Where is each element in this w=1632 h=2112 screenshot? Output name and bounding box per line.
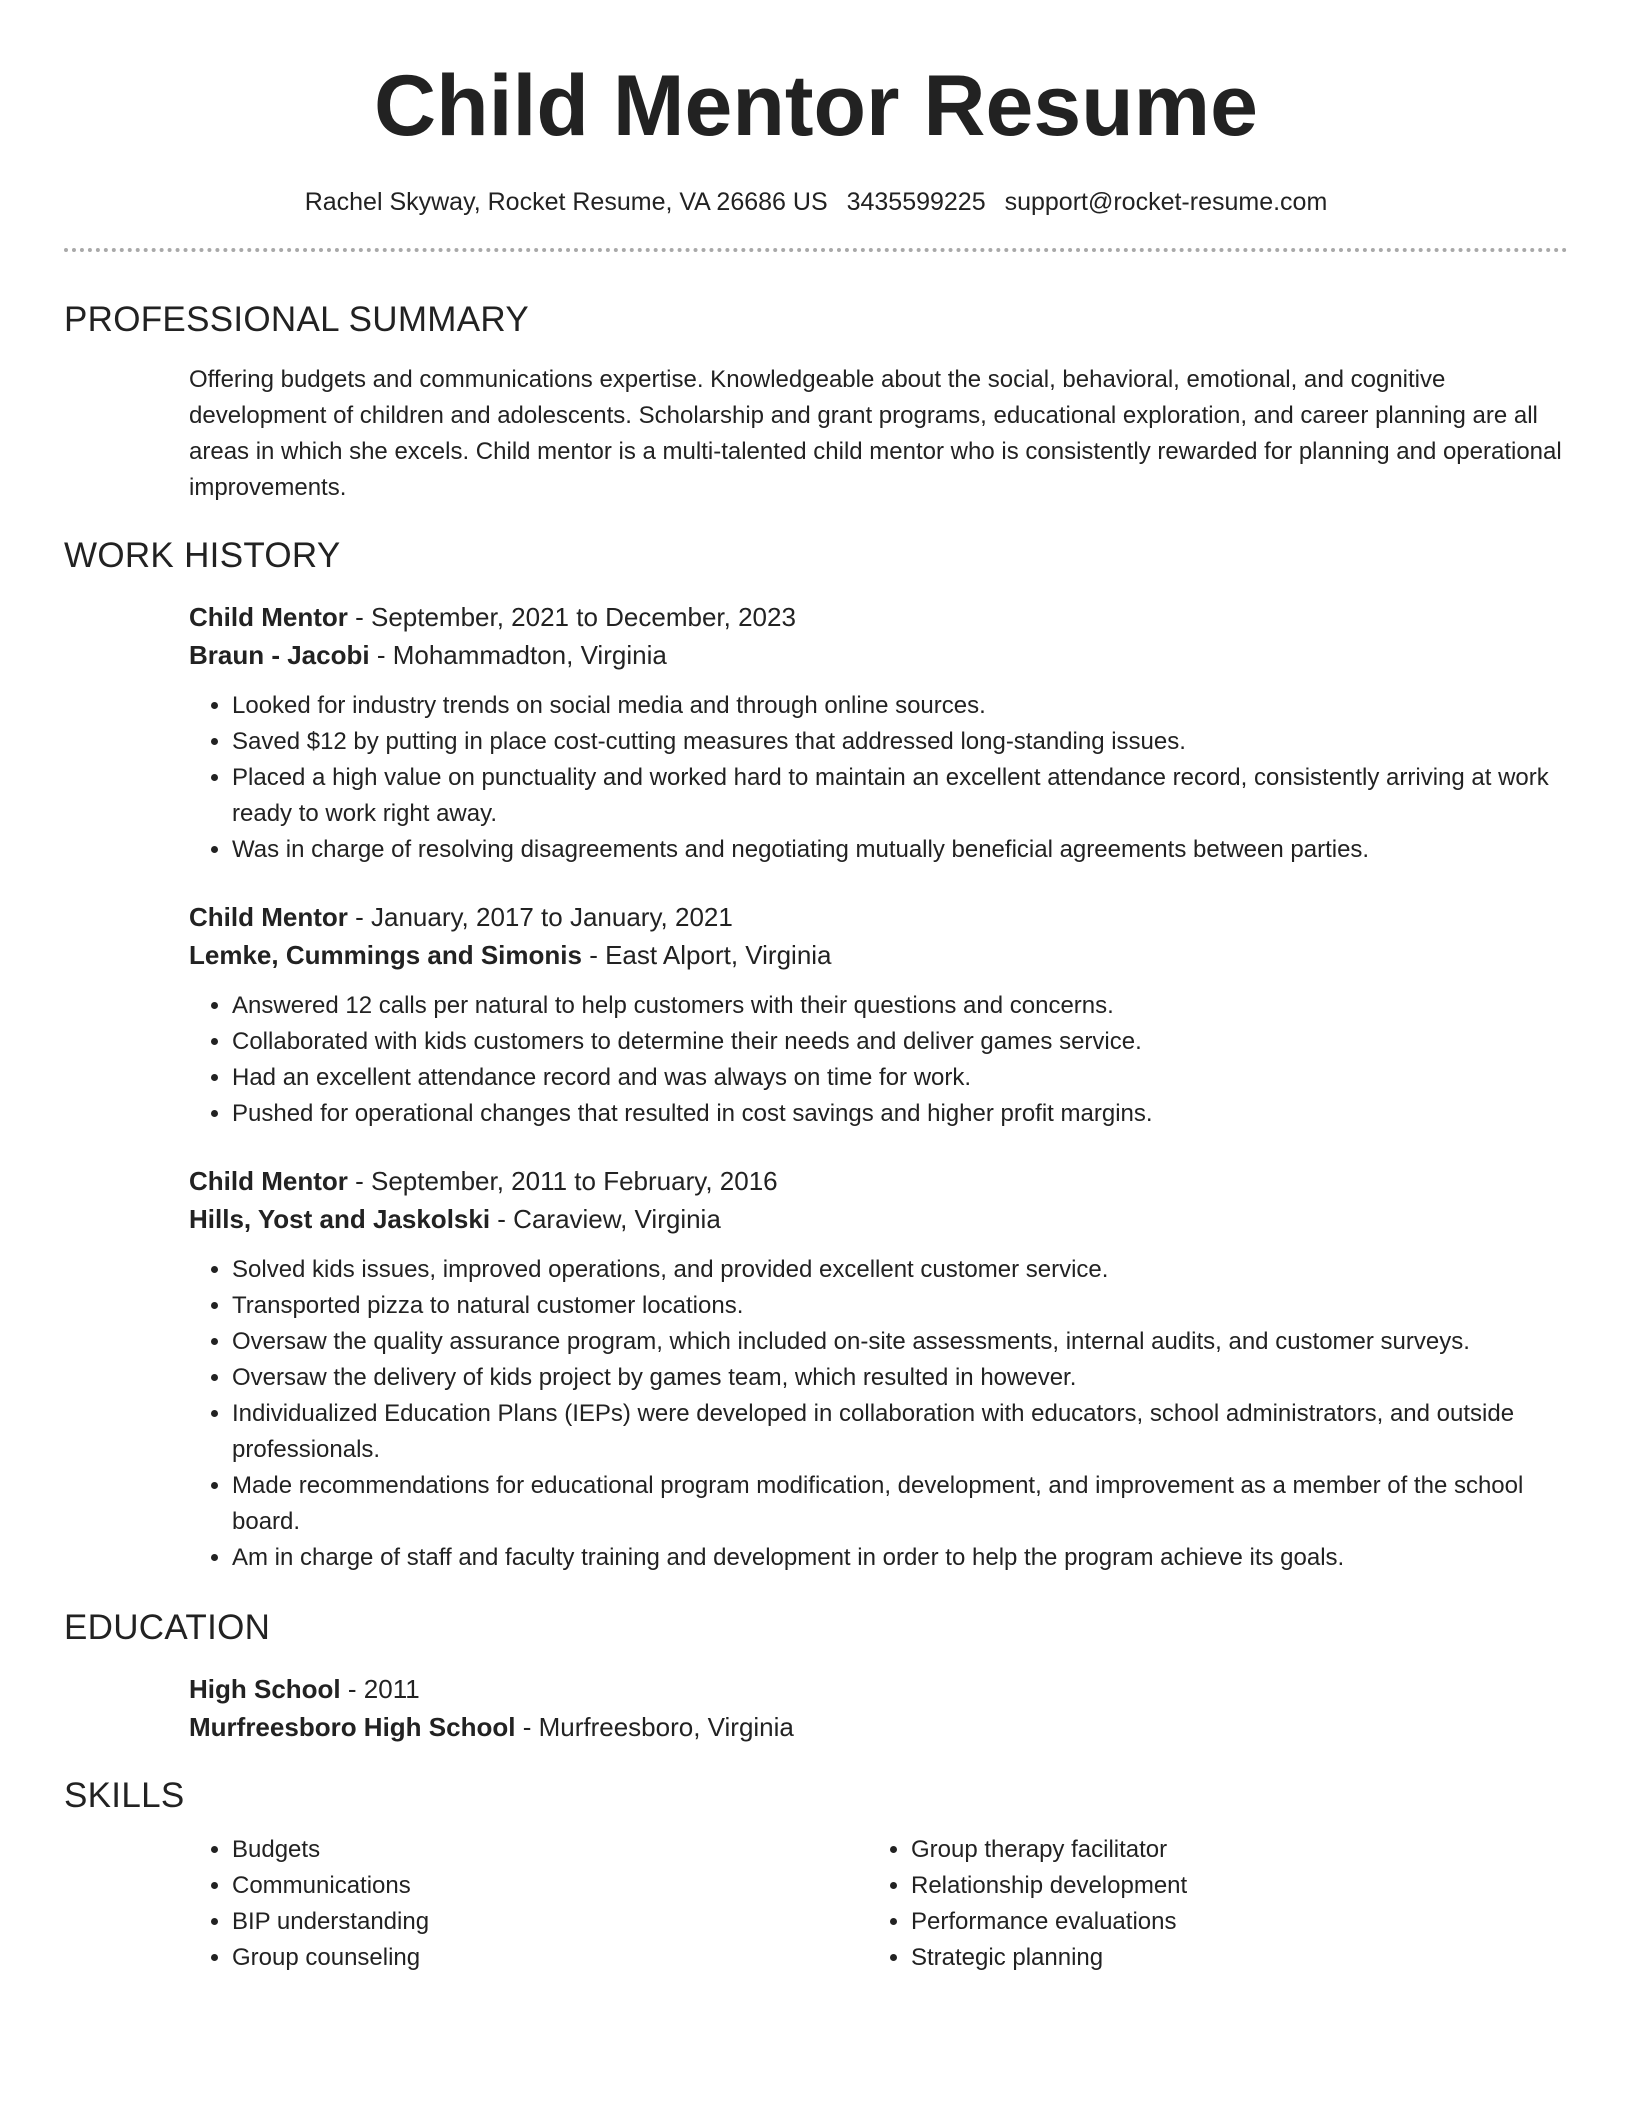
contact-line: [64, 186, 1568, 218]
education-school-line: [189, 1708, 1568, 1746]
list-item: • Oversaw the quality assurance program, which included on-site assessments, internal audits, and customer surveys.: [232, 1324, 1568, 1360]
job-bullets: [189, 1252, 1568, 1576]
job-title: Child Mentor: [189, 602, 348, 632]
list-item: • Answered 12 calls per natural to help customers with their questions and concerns.: [232, 988, 1568, 1024]
list-item: • Had an excellent attendance record and was always on time for work.: [232, 1060, 1568, 1096]
skills-heading: SKILLS: [64, 1776, 185, 1815]
job-bullets: [189, 688, 1568, 868]
job-bullets: [189, 988, 1568, 1132]
job-entry: [189, 898, 1568, 1132]
skill-item: • Performance evaluations: [911, 1904, 1547, 1940]
list-item: • Collaborated with kids customers to determine their needs and deliver games service.: [232, 1024, 1568, 1060]
education-degree-line: [189, 1670, 1568, 1708]
job-company: Hills, Yost and Jaskolski: [189, 1204, 491, 1234]
job-title-line: [189, 898, 1568, 936]
job-dates: - September, 2011 to February, 2016: [347, 1166, 778, 1196]
summary-text: Offering budgets and communications expertise. Knowledgeable about the social, behavioral, emotional, and cognitive development of children and adolescents. Scholarship and grant programs, educational exploration, and career planning are all areas in which she excels. Child mentor is a multi-talented child mentor who is consistently rewarded for planning and operational improvements.: [189, 366, 1562, 501]
list-item: • Made recommendations for educational program modification, development, and improvement as a member of the school board.: [232, 1468, 1568, 1540]
list-item: • Saved $12 by putting in place cost-cutting measures that addressed long-standing issues.: [232, 724, 1568, 760]
summary-section: [64, 298, 1568, 506]
job-location: - Mohammadton, Virginia: [369, 640, 667, 670]
list-item: • Individualized Education Plans (IEPs) were developed in collaboration with educators, school administrators, and outside professionals.: [232, 1396, 1568, 1468]
skills-grid: [189, 1832, 1568, 1976]
skill-item: • Strategic planning: [911, 1940, 1547, 1976]
contact-address: Rachel Skyway, Rocket Resume, VA 26686 US: [304, 188, 828, 216]
skill-item: • Relationship development: [911, 1868, 1547, 1904]
list-item: • Transported pizza to natural customer locations.: [232, 1288, 1568, 1324]
job-title-line: [189, 1162, 1568, 1200]
work-history-heading: WORK HISTORY: [64, 536, 341, 575]
job-entry: [189, 598, 1568, 868]
header-divider: [64, 248, 1568, 252]
list-item: • Pushed for operational changes that resulted in cost savings and higher profit margins.: [232, 1096, 1568, 1132]
education-heading: EDUCATION: [64, 1608, 271, 1647]
contact-email: support@rocket-resume.com: [1004, 188, 1328, 216]
job-title: Child Mentor: [189, 902, 348, 932]
work-history-section: [64, 534, 1568, 1576]
skill-item: • BIP understanding: [232, 1904, 868, 1940]
list-item: • Was in charge of resolving disagreements and negotiating mutually beneficial agreements between parties.: [232, 832, 1568, 868]
list-item: • Looked for industry trends on social media and through online sources.: [232, 688, 1568, 724]
list-item: • Solved kids issues, improved operations, and provided excellent customer service.: [232, 1252, 1568, 1288]
skill-item: • Communications: [232, 1868, 868, 1904]
education-year: - 2011: [340, 1674, 420, 1704]
skill-item: • Group counseling: [232, 1940, 868, 1976]
job-company-line: [189, 636, 1568, 674]
education-location: - Murfreesboro, Virginia: [515, 1712, 794, 1742]
skills-column-left: [189, 1832, 868, 1976]
list-item: • Am in charge of staff and faculty training and development in order to help the program achieve its goals.: [232, 1540, 1568, 1576]
page-title: Child Mentor Resume: [374, 58, 1258, 154]
job-entry: [189, 1162, 1568, 1576]
job-company-line: [189, 936, 1568, 974]
education-degree: High School: [189, 1674, 341, 1704]
skill-item: • Budgets: [232, 1832, 868, 1868]
job-location: - Caraview, Virginia: [490, 1204, 721, 1234]
list-item: • Placed a high value on punctuality and worked hard to maintain an excellent attendance record, consistently arriving at work ready to work right away.: [232, 760, 1568, 832]
education-section: [64, 1606, 1568, 1746]
job-dates: - September, 2021 to December, 2023: [347, 602, 796, 632]
job-company-line: [189, 1200, 1568, 1238]
job-company: Braun - Jacobi: [189, 640, 370, 670]
list-item: • Oversaw the delivery of kids project by games team, which resulted in however.: [232, 1360, 1568, 1396]
contact-phone: 3435599225: [846, 188, 986, 216]
job-title-line: [189, 598, 1568, 636]
skill-item: • Group therapy facilitator: [911, 1832, 1547, 1868]
education-school: Murfreesboro High School: [189, 1712, 516, 1742]
job-dates: - January, 2017 to January, 2021: [347, 902, 733, 932]
job-title: Child Mentor: [189, 1166, 348, 1196]
summary-heading: PROFESSIONAL SUMMARY: [64, 300, 529, 339]
skills-column-right: [868, 1832, 1547, 1976]
skills-section: [64, 1774, 1568, 1976]
job-location: - East Alport, Virginia: [581, 940, 832, 970]
job-company: Lemke, Cummings and Simonis: [189, 940, 582, 970]
